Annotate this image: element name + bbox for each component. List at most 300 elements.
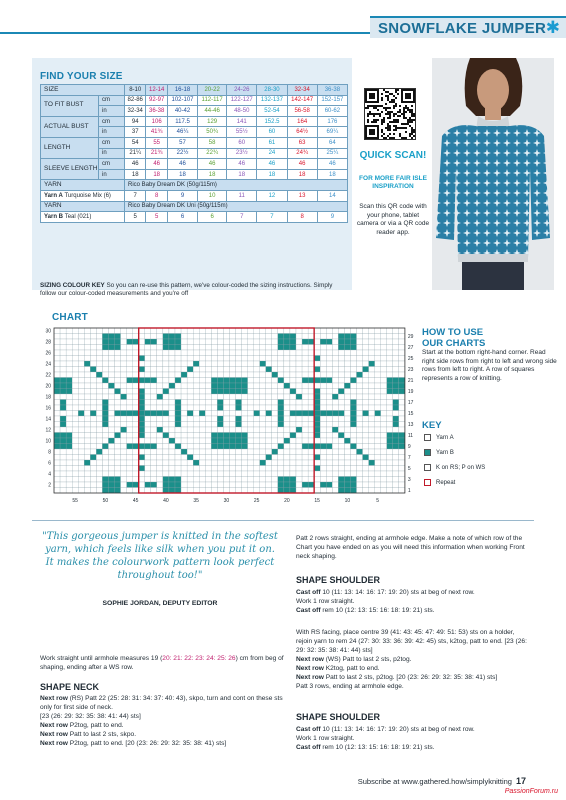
chart-cell: [236, 433, 242, 439]
chart-cell: [121, 400, 127, 406]
chart-cell: [363, 411, 369, 417]
chart-cell: [381, 405, 387, 411]
chart-cell: [163, 477, 169, 483]
chart-cell: [326, 466, 332, 472]
chart-cell: [338, 394, 344, 400]
chart-cell: [254, 339, 260, 345]
chart-cell: [350, 427, 356, 433]
yarn-b-qty: 7: [227, 212, 257, 223]
chart-cell: [296, 427, 302, 433]
chart-cell: [296, 422, 302, 428]
chart-cell: [193, 389, 199, 395]
chart-cell: [229, 367, 235, 373]
chart-cell: [187, 466, 193, 472]
chart-cell: [308, 482, 314, 488]
chart-cell: [326, 449, 332, 455]
chart-cell: [302, 389, 308, 395]
chart-cell: [393, 438, 399, 444]
chart-cell: [127, 444, 133, 450]
chart-cell: [139, 466, 145, 472]
chart-cell: [278, 389, 284, 395]
chart-cell: [369, 477, 375, 483]
chart-cell: [205, 405, 211, 411]
chart-cell: [145, 389, 151, 395]
chart-cell: [163, 433, 169, 439]
chart-cell: [266, 378, 272, 384]
chart-cell: [260, 471, 266, 477]
chart-cell: [338, 455, 344, 461]
chart-cell: [229, 378, 235, 384]
chart-cell: [121, 378, 127, 384]
chart-cell: [223, 466, 229, 472]
chart-cell: [260, 455, 266, 461]
column-label: 25: [253, 498, 260, 504]
chart-cell: [175, 411, 181, 417]
chart-cell: [357, 339, 363, 345]
chart-cell: [78, 416, 84, 422]
chart-cell: [157, 449, 163, 455]
chart-cell: [54, 339, 60, 345]
chart-cell: [381, 372, 387, 378]
chart-cell: [193, 345, 199, 351]
chart-cell: [344, 466, 350, 472]
measurement-value: 58: [198, 137, 227, 148]
chart-cell: [387, 345, 393, 351]
chart-cell: [193, 394, 199, 400]
chart-cell: [278, 427, 284, 433]
yarn-a-qty: 12: [257, 190, 287, 201]
chart-cell: [369, 361, 375, 367]
chart-cell: [248, 378, 254, 384]
chart-cell: [248, 394, 254, 400]
chart-cell: [296, 433, 302, 439]
chart-cell: [290, 444, 296, 450]
chart-cell: [369, 400, 375, 406]
chart-cell: [320, 334, 326, 340]
chart-cell: [284, 345, 290, 351]
chart-cell: [308, 466, 314, 472]
chart-cell: [272, 378, 278, 384]
chart-cell: [260, 378, 266, 384]
chart-cell: [169, 400, 175, 406]
chart-cell: [193, 405, 199, 411]
chart-cell: [320, 339, 326, 345]
measurement-value: 21¾: [146, 148, 167, 159]
chart-cell: [96, 466, 102, 472]
measurement-value: 46: [227, 159, 257, 170]
chart-cell: [181, 427, 187, 433]
chart-cell: [363, 328, 369, 334]
size-cell: 28-30: [257, 85, 287, 96]
chart-cell: [242, 444, 248, 450]
chart-cell: [151, 350, 157, 356]
measurement-label: LENGTH: [41, 137, 99, 158]
chart-cell: [211, 345, 217, 351]
chart-cell: [320, 455, 326, 461]
chart-cell: [78, 477, 84, 483]
chart-cell: [381, 394, 387, 400]
unit-label: cm: [99, 137, 125, 148]
chart-cell: [260, 438, 266, 444]
page-title: SNOWFLAKE JUMPER: [378, 20, 547, 37]
chart-cell: [163, 411, 169, 417]
chart-cell: [266, 466, 272, 472]
chart-cell: [193, 455, 199, 461]
yarn-b-qty: 6: [198, 212, 227, 223]
chart-cell: [54, 455, 60, 461]
chart-cell: [369, 383, 375, 389]
chart-cell: [127, 372, 133, 378]
chart-cell: [199, 367, 205, 373]
chart-cell: [90, 460, 96, 466]
chart-cell: [139, 372, 145, 378]
chart-cell: [248, 427, 254, 433]
chart-cell: [302, 411, 308, 417]
chart-cell: [260, 427, 266, 433]
chart-cell: [248, 411, 254, 417]
chart-cell: [115, 427, 121, 433]
chart-cell: [302, 455, 308, 461]
chart-cell: [145, 361, 151, 367]
chart-cell: [363, 339, 369, 345]
chart-cell: [102, 378, 108, 384]
chart-cell: [363, 394, 369, 400]
chart-cell: [284, 334, 290, 340]
chart-cell: [181, 471, 187, 477]
chart-cell: [242, 328, 248, 334]
chart-cell: [320, 488, 326, 494]
chart-cell: [90, 455, 96, 461]
chart-cell: [181, 378, 187, 384]
chart-cell: [102, 350, 108, 356]
chart-cell: [308, 477, 314, 483]
chart-cell: [199, 345, 205, 351]
armhole-paragraph: Work straight until armhole measures 19 (20: 21: 22: 23: 24: 25: 26) cm from beg of shaping, ending after a WS row.: [40, 655, 284, 671]
chart-cell: [187, 477, 193, 483]
chart-cell: [139, 422, 145, 428]
row-label: 23: [407, 367, 414, 373]
chart-cell: [139, 460, 145, 466]
chart-cell: [260, 482, 266, 488]
chart-cell: [90, 466, 96, 472]
chart-cell: [357, 482, 363, 488]
chart-cell: [145, 416, 151, 422]
chart-cell: [211, 427, 217, 433]
chart-cell: [272, 361, 278, 367]
chart-cell: [369, 411, 375, 417]
chart-cell: [205, 416, 211, 422]
chart-cell: [187, 400, 193, 406]
chart-cell: [399, 438, 405, 444]
chart-cell: [302, 334, 308, 340]
measurement-value: 24¾: [287, 148, 317, 159]
chart-cell: [332, 466, 338, 472]
chart-cell: [199, 455, 205, 461]
chart-cell: [108, 372, 114, 378]
colourwork-chart: [36, 322, 414, 512]
chart-cell: [181, 400, 187, 406]
chart-cell: [278, 334, 284, 340]
chart-cell: [326, 477, 332, 483]
chart-cell: [320, 378, 326, 384]
chart-cell: [115, 405, 121, 411]
chart-cell: [66, 334, 72, 340]
chart-cell: [387, 471, 393, 477]
yarn-b-swatch: [424, 449, 431, 456]
qr-code[interactable]: [364, 88, 416, 140]
chart-cell: [369, 350, 375, 356]
chart-cell: [193, 438, 199, 444]
size-header-row: [41, 85, 348, 96]
chart-cell: [326, 405, 332, 411]
chart-cell: [96, 372, 102, 378]
chart-cell: [151, 411, 157, 417]
chart-cell: [145, 482, 151, 488]
chart-cell: [84, 400, 90, 406]
chart-cell: [326, 400, 332, 406]
chart-cell: [369, 416, 375, 422]
chart-cell: [357, 328, 363, 334]
chart-cell: [308, 345, 314, 351]
chart-cell: [314, 427, 320, 433]
chart-cell: [254, 438, 260, 444]
chart-cell: [72, 471, 78, 477]
chart-cell: [236, 383, 242, 389]
chart-cell: [181, 488, 187, 494]
chart-cell: [254, 444, 260, 450]
chart-cell: [399, 433, 405, 439]
chart-cell: [393, 367, 399, 373]
chart-cell: [211, 471, 217, 477]
chart-cell: [60, 466, 66, 472]
chart-cell: [278, 372, 284, 378]
chart-cell: [163, 488, 169, 494]
chart-cell: [278, 361, 284, 367]
chart-cell: [151, 389, 157, 395]
chart-cell: [151, 427, 157, 433]
chart-cell: [72, 477, 78, 483]
chart-cell: [278, 477, 284, 483]
chart-cell: [338, 460, 344, 466]
chart-cell: [133, 460, 139, 466]
chart-cell: [217, 411, 223, 417]
chart-cell: [54, 405, 60, 411]
chart-cell: [187, 334, 193, 340]
chart-cell: [175, 482, 181, 488]
chart-cell: [399, 422, 405, 428]
chart-cell: [60, 334, 66, 340]
chart-cell: [84, 416, 90, 422]
chart-cell: [399, 416, 405, 422]
chart-cell: [90, 427, 96, 433]
chart-cell: [163, 350, 169, 356]
chart-cell: [236, 427, 242, 433]
chart-cell: [199, 339, 205, 345]
measurement-value: 55: [146, 137, 167, 148]
chart-cell: [108, 389, 114, 395]
shoulder-instructions-2: Cast off 10 (11: 13: 14: 16: 17: 19: 20) sts at beg of next row. Work 1 row straight. Cast off rem 10 (12: 13: 15: 16: 18: 19: 21) sts.: [296, 726, 475, 751]
chart-cell: [326, 427, 332, 433]
chart-cell: [284, 438, 290, 444]
chart-cell: [139, 350, 145, 356]
chart-cell: [115, 389, 121, 395]
unit-label: cm: [99, 159, 125, 170]
chart-cell: [326, 411, 332, 417]
chart-cell: [272, 334, 278, 340]
chart-cell: [78, 339, 84, 345]
measurement-value: 48-50: [227, 106, 257, 117]
chart-cell: [151, 328, 157, 334]
chart-cell: [102, 383, 108, 389]
chart-cell: [145, 400, 151, 406]
chart-cell: [108, 416, 114, 422]
chart-cell: [127, 394, 133, 400]
chart-cell: [314, 482, 320, 488]
chart-cell: [157, 378, 163, 384]
chart-cell: [357, 449, 363, 455]
chart-cell: [187, 438, 193, 444]
chart-cell: [266, 328, 272, 334]
chart-cell: [393, 433, 399, 439]
editor-quote: "This gorgeous jumper is knitted in the softest yarn, which feels like silk when you put it on. It makes the colourwork pattern look perfect throughout too!": [42, 531, 278, 581]
chart-cell: [375, 400, 381, 406]
chart-cell: [54, 361, 60, 367]
chart-cell: [60, 471, 66, 477]
measurement-value: 18: [125, 169, 146, 180]
chart-cell: [375, 471, 381, 477]
chart-cell: [145, 433, 151, 439]
yarn-a-label: Yarn A Turquoise Mix (6): [41, 190, 125, 201]
chart-cell: [357, 471, 363, 477]
chart-cell: [223, 482, 229, 488]
chart-cell: [302, 438, 308, 444]
chart-cell: [350, 416, 356, 422]
chart-cell: [375, 488, 381, 494]
chart-cell: [248, 328, 254, 334]
chart-cell: [90, 433, 96, 439]
measurement-value: 129: [198, 116, 227, 127]
chart-cell: [145, 427, 151, 433]
chart-cell: [357, 466, 363, 472]
chart-cell: [60, 477, 66, 483]
chart-cell: [187, 471, 193, 477]
chart-cell: [211, 438, 217, 444]
chart-cell: [381, 378, 387, 384]
chart-cell: [236, 471, 242, 477]
chart-cell: [248, 345, 254, 351]
chart-cell: [121, 350, 127, 356]
chart-cell: [369, 378, 375, 384]
chart-cell: [375, 378, 381, 384]
chart-cell: [254, 455, 260, 461]
chart-cell: [84, 367, 90, 373]
snowflake-icon: ✱: [545, 18, 560, 37]
chart-cell: [163, 444, 169, 450]
chart-cell: [163, 394, 169, 400]
chart-cell: [193, 444, 199, 450]
chart-cell: [121, 433, 127, 439]
chart-cell: [121, 334, 127, 340]
chart-cell: [145, 466, 151, 472]
row-label: 25: [407, 356, 414, 362]
chart-cell: [350, 449, 356, 455]
chart-cell: [157, 471, 163, 477]
size-cell: 20-22: [198, 85, 227, 96]
chart-cell: [242, 389, 248, 395]
chart-cell: [217, 449, 223, 455]
chart-cell: [205, 438, 211, 444]
chart-cell: [175, 477, 181, 483]
chart-cell: [193, 367, 199, 373]
chart-cell: [314, 438, 320, 444]
chart-cell: [193, 361, 199, 367]
chart-cell: [205, 339, 211, 345]
measurement-value: 54: [125, 137, 146, 148]
chart-cell: [205, 460, 211, 466]
chart-cell: [193, 383, 199, 389]
chart-cell: [217, 488, 223, 494]
chart-cell: [302, 345, 308, 351]
chart-cell: [338, 383, 344, 389]
chart-cell: [193, 460, 199, 466]
chart-cell: [338, 405, 344, 411]
chart-cell: [248, 389, 254, 395]
chart-cell: [108, 350, 114, 356]
chart-cell: [278, 455, 284, 461]
chart-cell: [248, 416, 254, 422]
chart-cell: [387, 378, 393, 384]
chart-cell: [157, 422, 163, 428]
chart-cell: [127, 405, 133, 411]
chart-cell: [381, 449, 387, 455]
chart-cell: [308, 471, 314, 477]
chart-cell: [127, 427, 133, 433]
chart-cell: [266, 444, 272, 450]
chart-cell: [145, 422, 151, 428]
chart-cell: [127, 488, 133, 494]
chart-cell: [78, 372, 84, 378]
chart-cell: [121, 449, 127, 455]
chart-cell: [314, 460, 320, 466]
chart-cell: [54, 477, 60, 483]
measurement-value: 18: [146, 169, 167, 180]
chart-cell: [344, 405, 350, 411]
chart-cell: [344, 422, 350, 428]
chart-cell: [248, 433, 254, 439]
chart-cell: [296, 328, 302, 334]
chart-cell: [187, 361, 193, 367]
chart-cell: [127, 400, 133, 406]
chart-cell: [181, 394, 187, 400]
chart-cell: [84, 449, 90, 455]
chart-cell: [338, 389, 344, 395]
jumper-illustration: [432, 58, 554, 290]
chart-cell: [278, 466, 284, 472]
chart-cell: [229, 350, 235, 356]
chart-cell: [78, 433, 84, 439]
subscribe-link[interactable]: Subscribe at www.gathered.how/simplyknitting: [357, 777, 512, 786]
chart-cell: [187, 444, 193, 450]
chart-cell: [84, 383, 90, 389]
chart-cell: [90, 394, 96, 400]
chart-cell: [332, 350, 338, 356]
chart-cell: [54, 389, 60, 395]
chart-cell: [205, 427, 211, 433]
chart-cell: [84, 334, 90, 340]
chart-cell: [266, 433, 272, 439]
chart-cell: [272, 405, 278, 411]
chart-cell: [332, 438, 338, 444]
